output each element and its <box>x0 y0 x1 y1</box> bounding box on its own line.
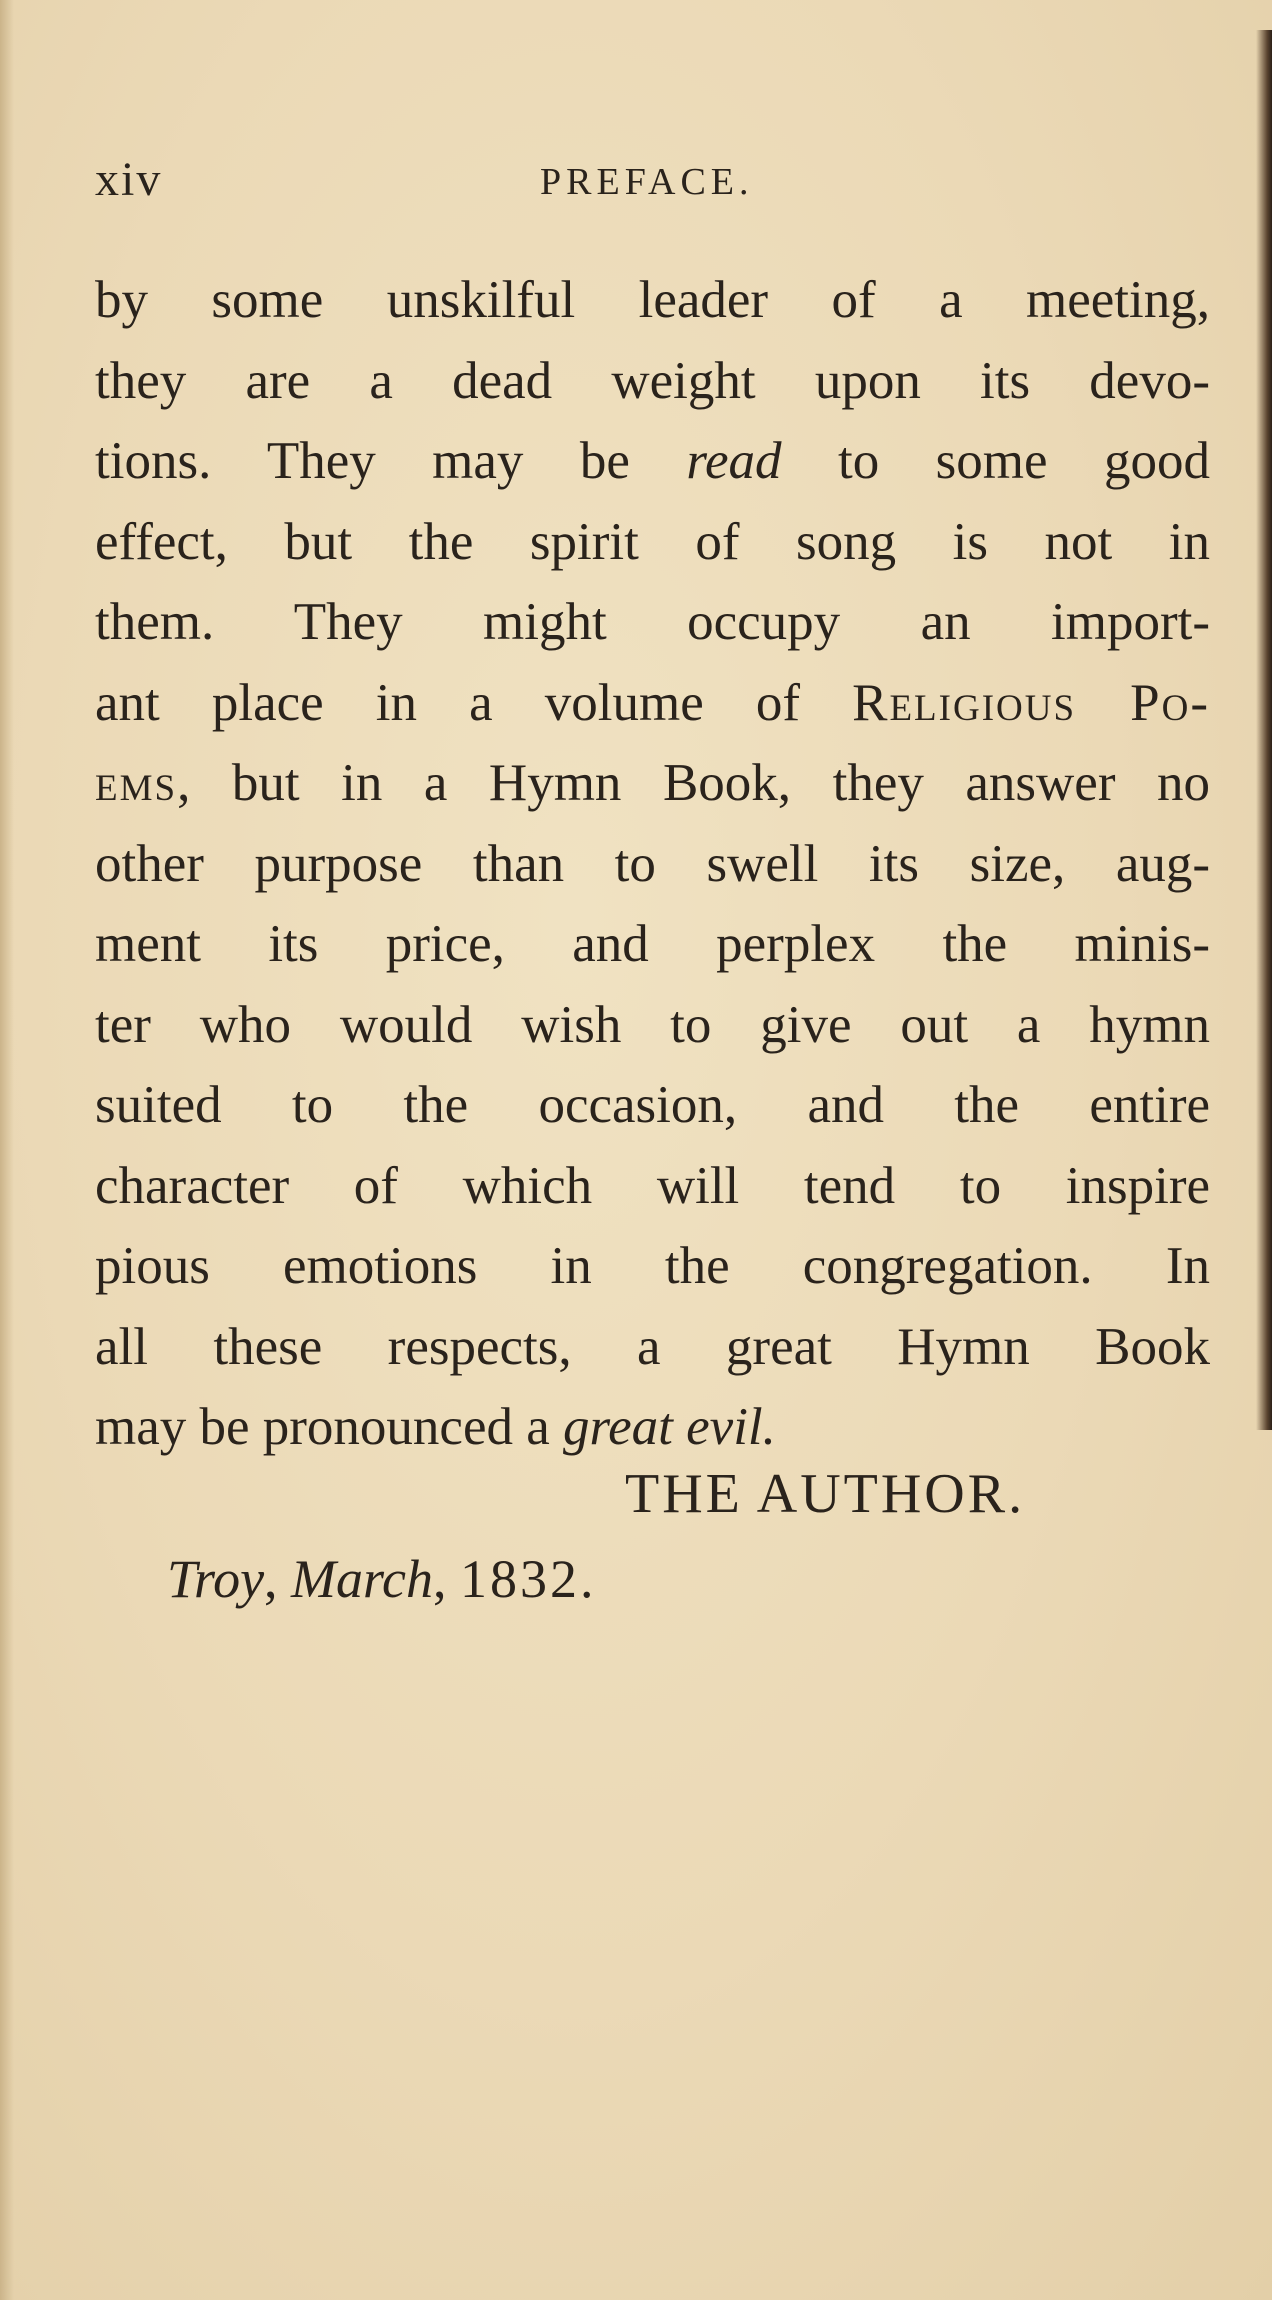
text-line-1: by some unskilful leader of a meeting, <box>95 271 1210 329</box>
running-head-title: PREFACE. <box>540 161 754 203</box>
dateline-year: 1832. <box>460 1549 597 1609</box>
text-line-11: suited to the occasion, and the entire <box>95 1076 1210 1134</box>
dateline-comma: , <box>433 1549 460 1609</box>
text-segment: may be pronounced a <box>95 1398 563 1456</box>
small-caps-religious-poems: Religious Po- <box>852 673 1211 732</box>
italic-word-read: read <box>686 432 782 490</box>
text-line-7 <box>95 743 1210 824</box>
text-line-9: ment its price, and perplex the minis- <box>95 915 1210 973</box>
italic-phrase-great-evil: great evil. <box>563 1398 776 1456</box>
page-gutter-shadow <box>0 0 14 2300</box>
text-line-10: ter who would wish to give out a hymn <box>95 995 1210 1054</box>
dateline-comma: , <box>264 1549 292 1609</box>
text-line-15 <box>95 1387 1210 1468</box>
page-number: xiv <box>95 153 163 206</box>
text-line-8: other purpose than to swell its size, aug- <box>95 834 1210 893</box>
page-edge-shadow <box>1256 30 1272 1430</box>
text-segment: tions. They may be <box>95 432 687 490</box>
text-segment: , but in a Hymn Book, they answer no <box>177 754 1210 812</box>
small-caps-ems: ems <box>95 754 178 812</box>
dateline-month: March <box>291 1549 433 1609</box>
text-line-6 <box>95 663 1210 744</box>
text-line-2: they are a dead weight upon its devo- <box>95 351 1210 410</box>
text-segment: to some good <box>781 432 1210 490</box>
text-line-14: all these respects, a great Hymn Book <box>95 1317 1210 1376</box>
text-line-5: them. They might occupy an import- <box>95 593 1210 651</box>
running-head <box>95 152 1210 212</box>
text-line-3 <box>95 421 1210 502</box>
text-segment: ant place in a volume of <box>95 673 853 732</box>
preface-text <box>95 260 1210 1468</box>
dateline <box>167 1548 597 1610</box>
text-line-4: effect, but the spirit of song is not in <box>95 512 1210 571</box>
text-line-13: pious emotions in the congregation. In <box>95 1237 1210 1295</box>
dateline-place: Troy <box>167 1549 265 1609</box>
author-signature: THE AUTHOR. <box>625 1463 1026 1525</box>
text-line-12: character of which will tend to inspire <box>95 1156 1210 1215</box>
